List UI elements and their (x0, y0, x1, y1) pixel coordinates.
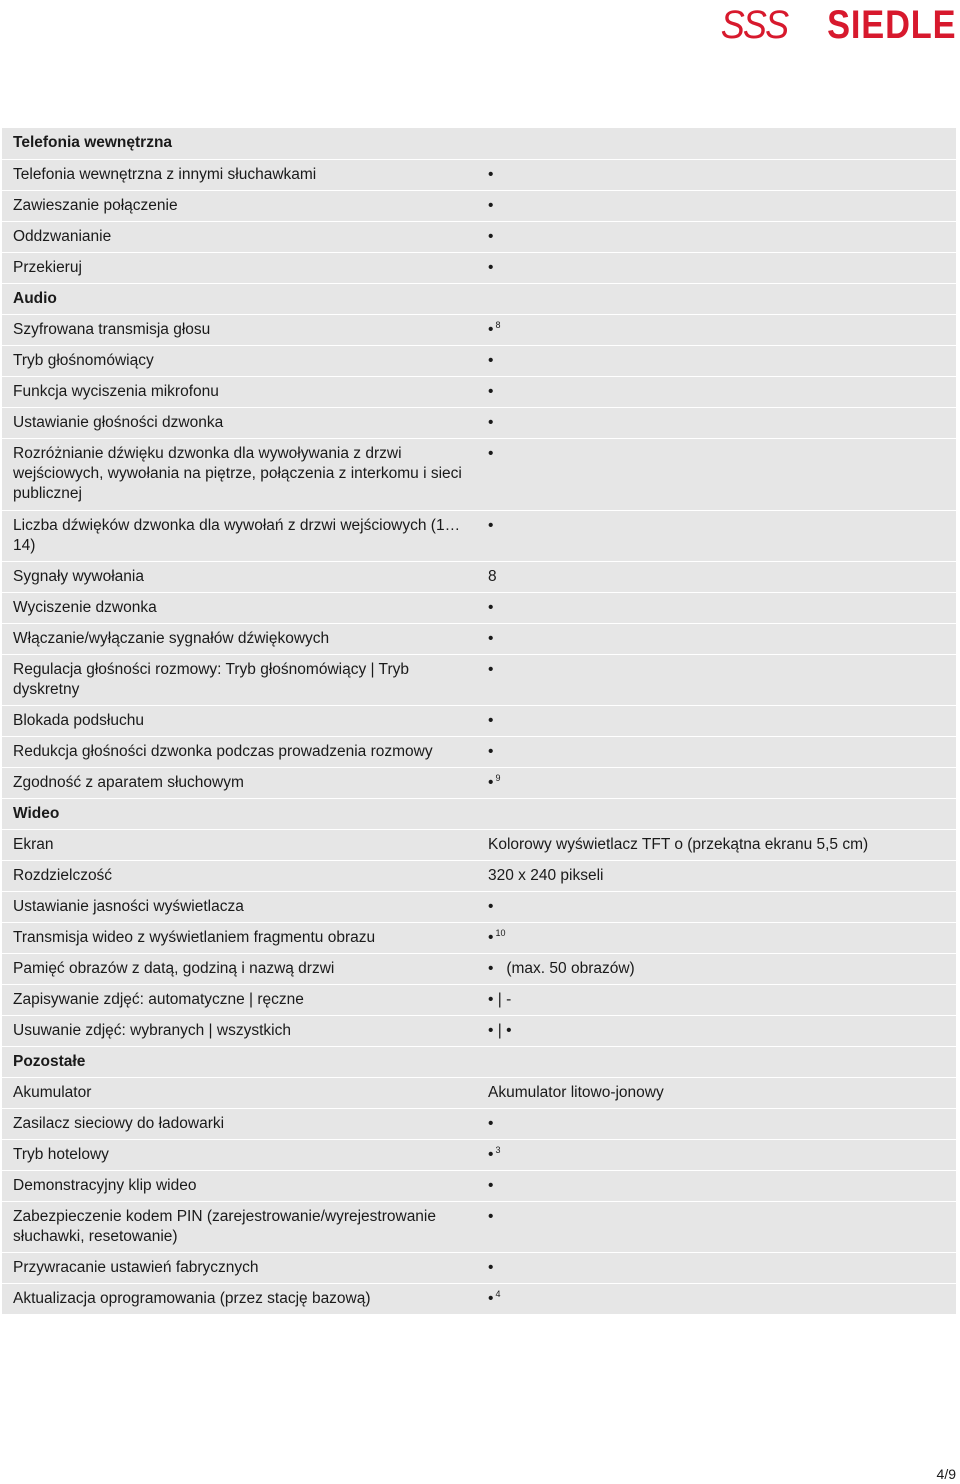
feature-value (478, 866, 956, 886)
feature-value-text: • (488, 661, 494, 678)
feature-value-text: • (488, 259, 494, 276)
feature-value-text: Akumulator litowo-jonowy (488, 1084, 664, 1101)
table-row (2, 221, 956, 252)
feature-value-text: • (488, 517, 494, 534)
feature-value (478, 773, 956, 793)
feature-value-text: • (488, 197, 494, 214)
table-row (2, 623, 956, 654)
table-row (2, 767, 956, 798)
feature-label: Tryb hotelowy (13, 1146, 109, 1163)
feature-value-text: 320 x 240 pikseli (488, 867, 604, 884)
feature-label: Demonstracyjny klip wideo (13, 1177, 197, 1194)
feature-label: Zapisywanie zdjęć: automatyczne | ręczne (13, 991, 304, 1008)
table-row (2, 891, 956, 922)
feature-label: Akumulator (13, 1084, 92, 1101)
feature-value-text: • (488, 599, 494, 616)
table-row (2, 438, 956, 510)
table-row (2, 1077, 956, 1108)
siedle-logo-mark: SSS (721, 3, 788, 47)
table-row (2, 1015, 956, 1046)
table-row (2, 922, 956, 953)
feature-value (478, 133, 956, 153)
feature-value (478, 804, 956, 824)
siedle-logo (717, 4, 956, 46)
feature-value-text: • (488, 1115, 494, 1132)
siedle-logo-name: SIEDLE (826, 3, 956, 47)
section-header-row (2, 283, 956, 314)
feature-value-text: • (488, 321, 494, 338)
feature-label: Zabezpieczenie kodem PIN (zarejestrowanie/wyrejestrowanie słuchawki, resetowanie) (13, 1208, 436, 1245)
feature-value-text: • (488, 1208, 494, 1225)
feature-label: Zawieszanie połączenie (13, 197, 178, 214)
feature-value (478, 1083, 956, 1103)
feature-label: Zgodność z aparatem słuchowym (13, 774, 244, 791)
feature-value (478, 928, 956, 948)
feature-label: Rozróżnianie dźwięku dzwonka dla wywoływania z drzwi wejściowych, wywołania na piętrze, połączenia z interkomu i sieci publicznej (13, 445, 462, 502)
feature-value (478, 351, 956, 371)
feature-value-text: • (488, 1290, 494, 1307)
feature-value (478, 413, 956, 433)
feature-value-text: • (488, 929, 494, 946)
feature-value (478, 990, 956, 1010)
table-row (2, 376, 956, 407)
table-row (2, 860, 956, 891)
feature-value-text: • (488, 1259, 494, 1276)
feature-label: Ustawianie głośności dzwonka (13, 414, 224, 431)
table-row (2, 159, 956, 190)
feature-value-text: • (488, 743, 494, 760)
feature-value-text: 8 (488, 568, 497, 585)
table-row (2, 190, 956, 221)
feature-value-text: • (488, 445, 494, 462)
feature-label: Ekran (13, 836, 54, 853)
feature-label: Regulacja głośności rozmowy: Tryb głośnomówiący | Tryb dyskretny (13, 661, 409, 698)
feature-label: Aktualizacja oprogramowania (przez stację bazową) (13, 1290, 371, 1307)
feature-label: Liczba dźwięków dzwonka dla wywołań z drzwi wejściowych (1…14) (13, 517, 461, 554)
feature-value (478, 320, 956, 340)
feature-value (478, 629, 956, 649)
feature-value-text: • (488, 1146, 494, 1163)
table-row (2, 1139, 956, 1170)
table-row (2, 1170, 956, 1201)
section-header-row (2, 1046, 956, 1077)
feature-label: Usuwanie zdjęć: wybranych | wszystkich (13, 1022, 291, 1039)
feature-label: Przywracanie ustawień fabrycznych (13, 1259, 259, 1276)
table-row (2, 345, 956, 376)
table-row (2, 561, 956, 592)
table-row (2, 1252, 956, 1283)
feature-value (478, 598, 956, 618)
table-row (2, 1201, 956, 1252)
feature-value (478, 1258, 956, 1278)
feature-label: Pamięć obrazów z datą, godziną i nazwą drzwi (13, 960, 335, 977)
feature-value-text: • (488, 228, 494, 245)
feature-value (478, 959, 956, 979)
feature-value (478, 1207, 956, 1227)
feature-label: Włączanie/wyłączanie sygnałów dźwiękowych (13, 630, 330, 647)
table-row (2, 592, 956, 623)
feature-label: Oddzwanianie (13, 228, 112, 245)
specification-table (2, 128, 956, 1314)
feature-value (478, 711, 956, 731)
section-title: Audio (13, 290, 57, 307)
feature-value-text: • | • (488, 1022, 512, 1039)
section-header-row (2, 798, 956, 829)
feature-label: Telefonia wewnętrzna z innymi słuchawkami (13, 166, 317, 183)
feature-value-text: Kolorowy wyświetlacz TFT o (przekątna ekranu 5,5 cm) (488, 836, 869, 853)
feature-value (478, 516, 956, 536)
feature-value (478, 382, 956, 402)
footnote-marker: 10 (495, 928, 506, 938)
feature-value-text: • (488, 352, 494, 369)
feature-value-text: • (488, 630, 494, 647)
table-row (2, 984, 956, 1015)
section-header-row (2, 128, 956, 159)
feature-value (478, 1289, 956, 1309)
feature-label: Rozdzielczość (13, 867, 113, 884)
table-row (2, 1108, 956, 1139)
table-row (2, 829, 956, 860)
feature-value (478, 1021, 956, 1041)
feature-value-text: • (488, 166, 494, 183)
table-row (2, 407, 956, 438)
feature-value-text: • (488, 898, 494, 915)
feature-label: Zasilacz sieciowy do ładowarki (13, 1115, 225, 1132)
feature-value (478, 1176, 956, 1196)
feature-value (478, 835, 956, 855)
feature-value-text: • (488, 414, 494, 431)
feature-label: Transmisja wideo z wyświetlaniem fragmentu obrazu (13, 929, 376, 946)
feature-value (478, 1145, 956, 1165)
feature-label: Redukcja głośności dzwonka podczas prowadzenia rozmowy (13, 743, 433, 760)
feature-value-text: • (488, 774, 494, 791)
feature-value (478, 1052, 956, 1072)
feature-label: Funkcja wyciszenia mikrofonu (13, 383, 219, 400)
feature-value (478, 567, 956, 587)
feature-value (478, 289, 956, 309)
table-row (2, 510, 956, 561)
feature-value (478, 742, 956, 762)
feature-label: Ustawianie jasności wyświetlacza (13, 898, 244, 915)
feature-value (478, 660, 956, 680)
footnote-marker: 9 (495, 773, 501, 783)
feature-label: Przekieruj (13, 259, 82, 276)
section-title: Wideo (13, 805, 60, 822)
feature-value-text: • (max. 50 obrazów) (488, 960, 635, 977)
table-row (2, 705, 956, 736)
feature-label: Tryb głośnomówiący (13, 352, 154, 369)
section-title: Pozostałe (13, 1053, 86, 1070)
feature-label: Sygnały wywołania (13, 568, 144, 585)
footnote-marker: 8 (495, 320, 501, 330)
feature-value-text: • (488, 1177, 494, 1194)
table-row (2, 654, 956, 705)
feature-value (478, 444, 956, 464)
table-row (2, 953, 956, 984)
table-row (2, 1283, 956, 1314)
footnote-marker: 3 (495, 1145, 501, 1155)
section-title: Telefonia wewnętrzna (13, 134, 173, 151)
page-number: 4/9 (936, 1466, 956, 1482)
feature-label: Blokada podsłuchu (13, 712, 144, 729)
table-row (2, 736, 956, 767)
feature-value (478, 165, 956, 185)
feature-value (478, 897, 956, 917)
table-row (2, 314, 956, 345)
feature-label: Szyfrowana transmisja głosu (13, 321, 211, 338)
table-row (2, 252, 956, 283)
feature-value-text: • | - (488, 991, 512, 1008)
footnote-marker: 4 (495, 1289, 501, 1299)
feature-value (478, 227, 956, 247)
feature-value (478, 1114, 956, 1134)
feature-value (478, 258, 956, 278)
feature-value (478, 196, 956, 216)
feature-value-text: • (488, 383, 494, 400)
feature-label: Wyciszenie dzwonka (13, 599, 157, 616)
feature-value-text: • (488, 712, 494, 729)
